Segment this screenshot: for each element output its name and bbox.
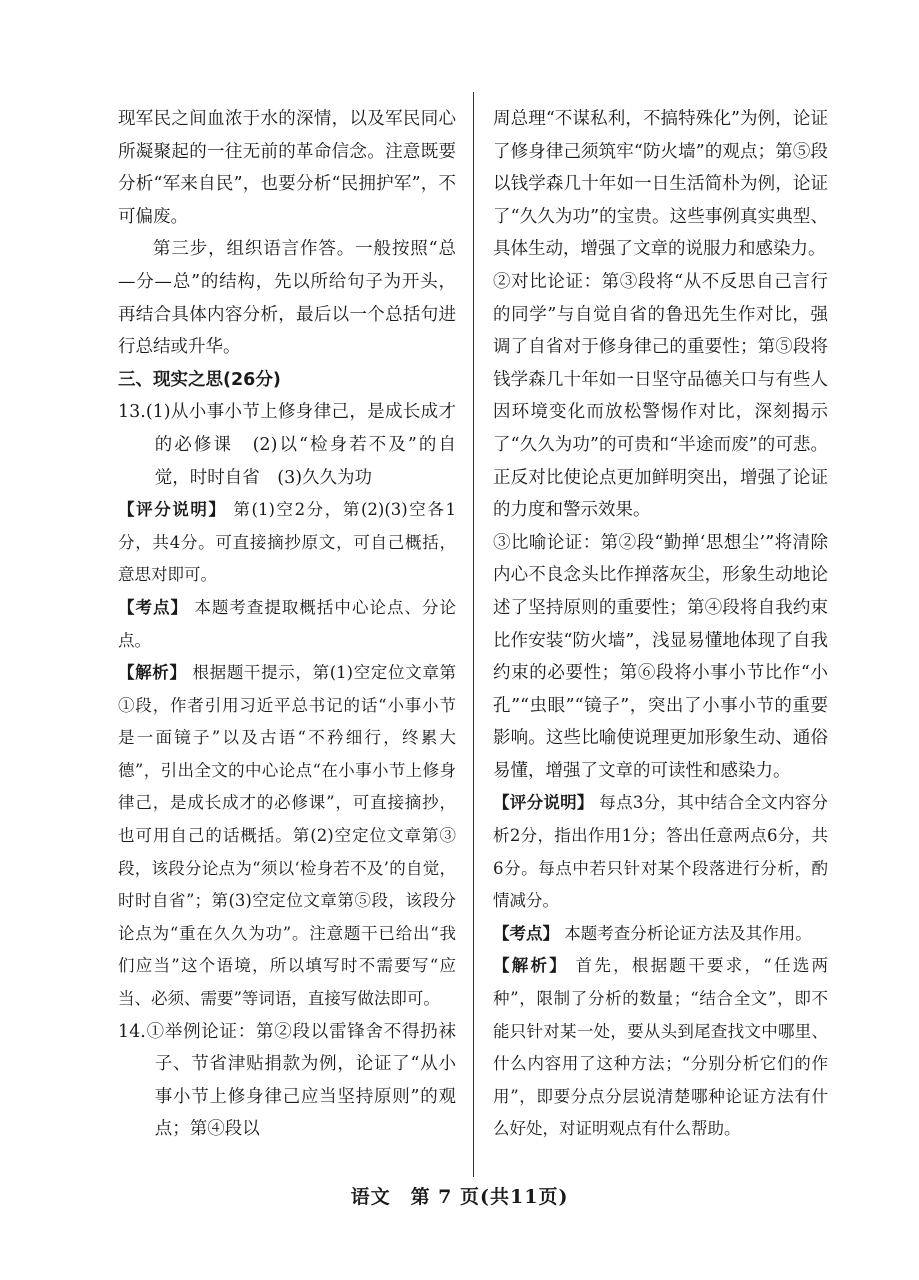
eval-text: 每点3分，其中结合全文内容分析2分，指出作用1分；答出任意两点6分，共6分。每点中若只针对某个段落进行分析，酌情减分。 <box>493 793 829 911</box>
eval-label: 【评分说明】 <box>493 793 594 813</box>
eval-text: 第(1)空2分，第(2)(3)空各1分，共4分。可直接摘抄原文，可自己概括，意思对即可。 <box>118 500 456 585</box>
q14-analysis <box>493 950 828 1146</box>
left-column <box>118 103 456 1146</box>
eval-label: 【评分说明】 <box>118 500 227 520</box>
analysis-label: 【解析】 <box>118 663 187 683</box>
point-label: 【考点】 <box>118 597 189 617</box>
q13-point <box>118 592 456 657</box>
point-label: 【考点】 <box>493 923 559 943</box>
right-column <box>493 103 828 1146</box>
metaphor-argument: ③比喻论证：第②段“勤掸‘思想尘’”将清除内心不良念头比作掸落灰尘，形象生动地论述了坚持原则的重要性；第④段将自我约束比作安装“防火墙”，浅显易懂地体现了自我约束的必要性；第⑥段将小事小节比作“小孔”“虫眼”“镜子”，突出了小事小节的重要影响。这些比喻使说理更加形象生动、通俗易懂，增强了文章的可读性和感染力。 <box>493 532 828 781</box>
analysis-text: 首先，根据题干要求，“任选两种”，限制了分析的数量；“结合全文”，即不能只针对某一处，要从头到尾查找文中哪里、什么内容用了这种方法；“分别分析它们的作用”，即要分点分层说清楚哪种论证方法有什么好处，对证明观点有什么帮助。 <box>493 956 829 1139</box>
column-divider <box>473 92 474 1177</box>
section-title: 三、现实之思(26分) <box>118 369 281 390</box>
point-text: 本题考查分析论证方法及其作用。 <box>564 923 812 943</box>
q14-answer-start: 14.①举例论证：第②段以雷锋舍不得扔袜子、节省津贴捐款为例，论证了“从小事小节上修身律己应当坚持原则”的观点；第④段以 <box>118 1021 456 1140</box>
analysis-text: 根据题干提示，第(1)空定位文章第①段，作者引用习近平总书记的话“小事小节是一面镜子”以及古语“不矜细行，终累大德”，引出全文的中心论点“在小事小节上修身律己，是成长成才的必修课”，可直接摘抄，也可用自己的话概括。第(2)空定位文章第③段，该段分论点为“须以‘检身若不及’的自觉，时时自省”；第(3)空定位文章第⑤段，该段分论点为“重在久久为功”。注意题干已给出“我们应当”这个语境，所以填写时不需要写“应当、必须、需要”等词语，直接写做法即可。 <box>118 663 457 1009</box>
q13-analysis <box>118 657 456 1016</box>
contrast-argument: ②对比论证：第③段将“从不反思自己言行的同学”与自觉自省的鲁迅先生作对比，强调了自省对于修身律己的重要性；第⑤段将钱学森几十年如一日坚守品德关口与有些人因环境变化而放松警惕作对比，深刻揭示了“久久为功”的可贵和“半途而废”的可悲。正反对比使论点更加鲜明突出，增强了论证的力度和警示效果。 <box>493 271 828 521</box>
paragraph-continued: 现军民之间血浓于水的深情，以及军民同心所凝聚起的一往无前的革命信念。注意既要分析“军来自民”，也要分析“民拥护军”，不可偏废。 <box>118 109 456 227</box>
point-text: 本题考查提取概括中心论点、分论点。 <box>118 597 457 650</box>
paragraph-step-three: 第三步，组织语言作答。一般按照“总—分—总”的结构，先以所给句子为开头，再结合具体内容分析，最后以一个总括句进行总结或升华。 <box>118 239 456 358</box>
analysis-label: 【解析】 <box>493 956 569 976</box>
example-argument-continued: 周总理“不谋私利，不搞特殊化”为例，论证了修身律己须筑牢“防火墙”的观点；第⑤段以钱学森几十年如一日生活简朴为例，论证了“久久为功”的宝贵。这些事例真实典型、具体生动，增强了文章的说服力和感染力。 <box>493 109 828 260</box>
q13-answer: 13.(1)从小事小节上修身律己，是成长成才的必修课 (2)以“检身若不及”的自觉，时时自省 (3)久久为功 <box>118 402 456 488</box>
page-footer: 语文 第 7 页(共11页) <box>350 1186 569 1208</box>
q14-point <box>493 918 828 951</box>
q13-eval <box>118 494 456 592</box>
q14-eval <box>493 787 828 917</box>
